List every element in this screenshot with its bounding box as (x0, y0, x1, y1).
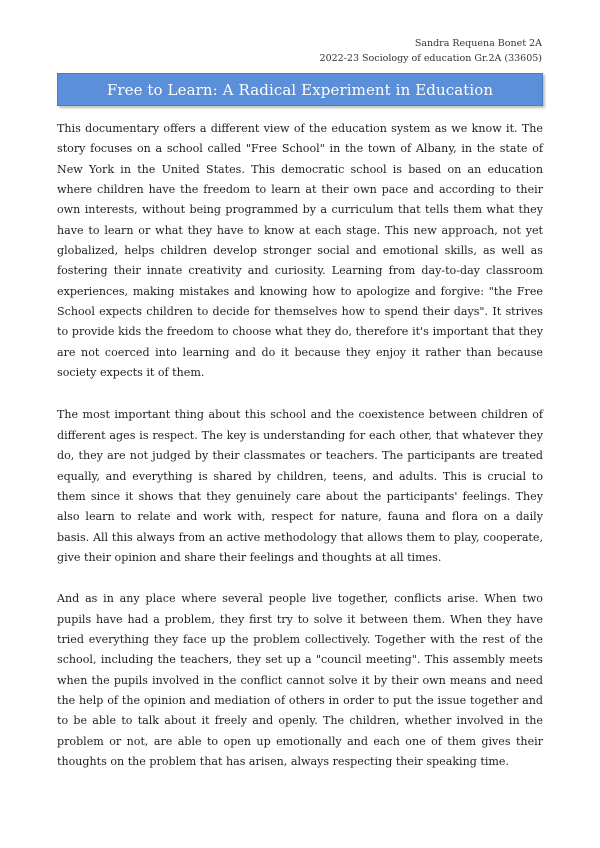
author-line: Sandra Requena Bonet 2A (414, 38, 542, 49)
document-header (320, 36, 542, 66)
document-title: Free to Learn: A Radical Experiment in Education (106, 80, 494, 99)
paragraph: And as in any place where several people live together, conflicts arise. When two pupils have had a problem, they first try to solve it between them. When they have tried everything they face up the problem collectively. Together with the rest of the school, including the teachers, they set up a "council meeting". This assembly meets when the pupils involved in the conflict cannot solve it by their own means and need the help of the opinion and mediation of others in order to put the issue together and to be able to talk about it freely and openly. The children, whether involved in the problem or not, are able to open up emotionally and each one of them gives their thoughts on the problem that has arisen, always respecting their speaking time. (57, 592, 543, 768)
paragraph: The most important thing about this school and the coexistence between children of different ages is respect. The key is understanding for each other, that whatever they do, they are not judged by their classmates or teachers. The participants are treated equally, and everything is shared by children, teens, and adults. This is crucial to them since it shows that they genuinely care about the participants' feelings. They also learn to relate and work with, respect for nature, fauna and flora on a daily basis. All this always from an active methodology that allows them to play, cooperate, give their opinion and share their feelings and thoughts at all times. (57, 408, 543, 564)
paragraph: This documentary offers a different view of the education system as we know it. The story focuses on a school called "Free School" in the town of Albany, in the state of New York in the United States. This democratic school is based on an education where children have the freedom to learn at their own pace and according to their own interests, without being programmed by a curriculum that tells them what they have to learn or what they have to know at each stage. This new approach, not yet globalized, helps children develop stronger social and emotional skills, as well as fostering their innate creativity and curiosity. Learning from day-to-day classroom experiences, making mistakes and knowing how to apologize and forgive: "the Free School expects children to decide for themselves how to spend their days". It strives to provide kids the freedom to choose what they do, therefore it's important that they are not coerced into learning and do it because they enjoy it rather than because society expects it of them. (57, 122, 543, 380)
course-line: 2022-23 Sociology of education Gr.2A (33605) (319, 53, 542, 64)
document-body (57, 119, 543, 794)
title-banner (57, 73, 543, 106)
